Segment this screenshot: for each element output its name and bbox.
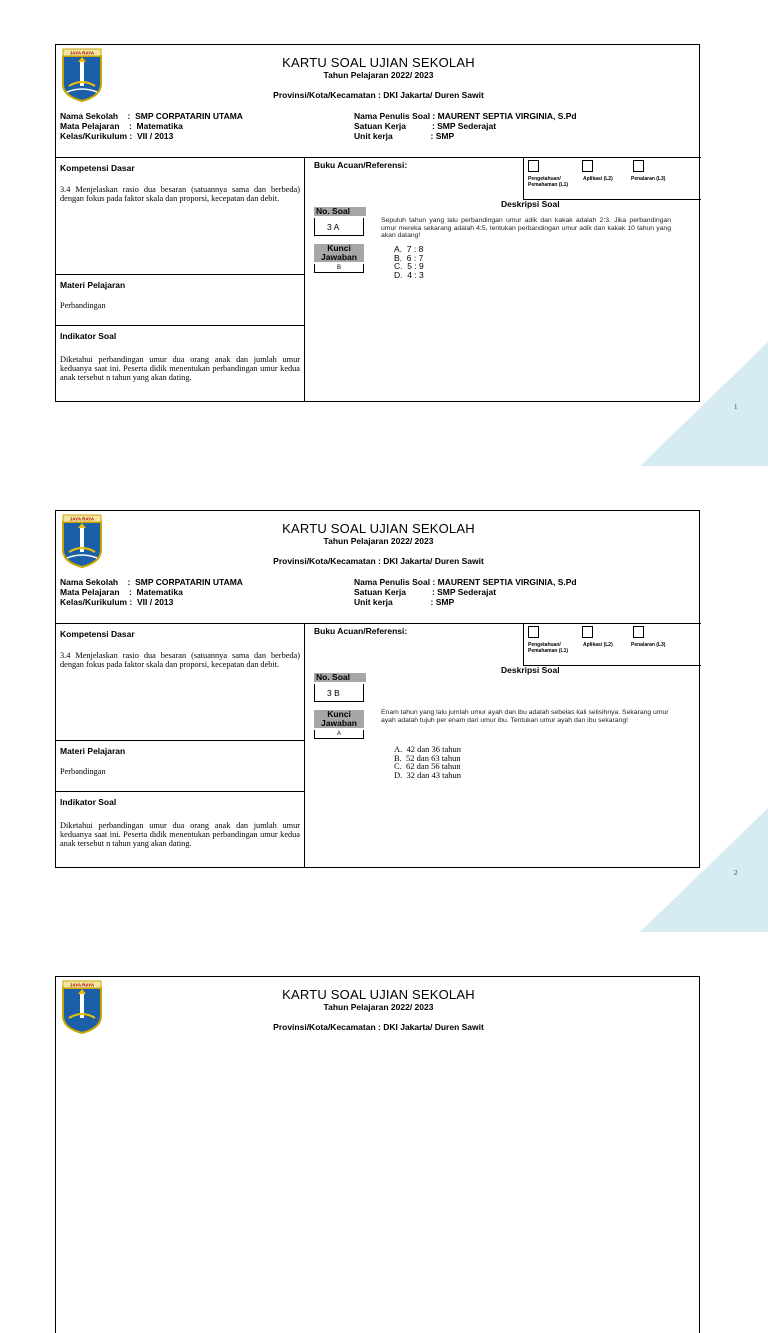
province-line: Provinsi/Kota/Kecamatan : DKI Jakarta/ Duren Sawit bbox=[273, 90, 484, 100]
level-checkbox-l1[interactable] bbox=[528, 626, 539, 638]
card-title: KARTU SOAL UJIAN SEKOLAH bbox=[282, 521, 475, 536]
level-checkbox-l3[interactable] bbox=[633, 626, 644, 638]
logo-text: JAYA RAYA bbox=[69, 50, 95, 56]
kompetensi-text: 3.4 Menjelaskan rasio dua besaran (satuannya sama dan berbeda) dengan fokus pada faktor skala dan proporsi, kecepatan dan debit. bbox=[60, 651, 300, 669]
level-divider bbox=[523, 623, 524, 665]
school-info: Nama Sekolah : SMP CORPATARIN UTAMA Mata Pelajaran : Matematika Kelas/Kurikulum : VII / 2013 bbox=[60, 577, 243, 607]
card-bottom-border bbox=[55, 867, 700, 868]
page-number: 2 bbox=[734, 869, 738, 877]
column-divider bbox=[304, 157, 305, 402]
level-divider bbox=[523, 157, 524, 199]
indikator-label: Indikator Soal bbox=[60, 797, 117, 807]
kompetensi-label: Kompetensi Dasar bbox=[60, 629, 135, 639]
province-line: Provinsi/Kota/Kecamatan : DKI Jakarta/ Duren Sawit bbox=[273, 1022, 484, 1032]
level-checkbox-l1[interactable] bbox=[528, 160, 539, 172]
buku-acuan-label: Buku Acuan/Referensi: bbox=[314, 160, 408, 170]
no-soal-value: 3 A bbox=[314, 218, 364, 236]
option-a: A. 7 : 8 bbox=[394, 244, 424, 254]
divider bbox=[56, 325, 304, 326]
no-soal-value: 3 B bbox=[314, 684, 364, 702]
deskripsi-label: Deskripsi Soal bbox=[501, 665, 560, 675]
option-c: C. 5 : 9 bbox=[394, 261, 424, 271]
card-title: KARTU SOAL UJIAN SEKOLAH bbox=[282, 55, 475, 70]
exam-card bbox=[55, 510, 700, 867]
level-checkbox-l2[interactable] bbox=[582, 160, 593, 172]
option-d: D. 32 dan 43 tahun bbox=[394, 769, 462, 780]
school-year: Tahun Pelajaran 2022/ 2023 bbox=[323, 70, 434, 80]
page-2 bbox=[0, 510, 768, 976]
level-label-l3: Penalaran (L3) bbox=[631, 642, 666, 648]
page-3 bbox=[0, 976, 768, 1032]
level-label-l2: Aplikasi (L2) bbox=[583, 642, 613, 648]
no-soal-label: No. Soal bbox=[314, 673, 366, 682]
indikator-label: Indikator Soal bbox=[60, 331, 117, 341]
school-year: Tahun Pelajaran 2022/ 2023 bbox=[323, 1002, 434, 1012]
level-label-l2: Aplikasi (L2) bbox=[583, 176, 613, 182]
logo-text: JAYA RAYA bbox=[69, 982, 95, 988]
kompetensi-text: 3.4 Menjelaskan rasio dua besaran (satuannya sama dan berbeda) dengan fokus pada faktor skala dan proporsi, kecepatan dan debit. bbox=[60, 185, 300, 203]
kunci-value: A bbox=[314, 730, 364, 739]
school-year: Tahun Pelajaran 2022/ 2023 bbox=[323, 536, 434, 546]
kunci-label: Kunci Jawaban bbox=[314, 710, 364, 728]
materi-label: Materi Pelajaran bbox=[60, 746, 126, 756]
divider bbox=[56, 740, 304, 741]
level-label-l3: Penalaran (L3) bbox=[631, 176, 666, 182]
answer-options bbox=[394, 745, 461, 779]
level-label-l1: Pengetahuan/ Pemahaman (L1) bbox=[528, 176, 569, 188]
option-d: D. 4 : 3 bbox=[394, 269, 424, 280]
level-checkbox-l3[interactable] bbox=[633, 160, 644, 172]
kompetensi-label: Kompetensi Dasar bbox=[60, 163, 135, 173]
kunci-label: Kunci Jawaban bbox=[314, 244, 364, 262]
no-soal-label: No. Soal bbox=[314, 207, 366, 216]
card-bottom-border bbox=[55, 401, 700, 402]
option-b: B. 52 dan 63 tahun bbox=[394, 752, 461, 763]
card-title: KARTU SOAL UJIAN SEKOLAH bbox=[282, 987, 475, 1002]
page-1 bbox=[0, 44, 768, 510]
question-text: Enam tahun yang lalu jumlah umur ayah dan ibu adalah sebelas kali selisihnya. Sekarang umur ayah adalah tujuh per enam dari umur ibu. Tentukan umur ayah dan ibu sekarang! bbox=[381, 709, 669, 724]
answer-options bbox=[394, 245, 424, 279]
corner-triangle-decoration bbox=[640, 808, 768, 932]
option-b: B. 6 : 7 bbox=[394, 252, 424, 263]
school-info: Nama Sekolah : SMP CORPATARIN UTAMA Mata Pelajaran : Matematika Kelas/Kurikulum : VII / 2013 bbox=[60, 111, 243, 141]
page-number: 1 bbox=[734, 403, 738, 411]
divider bbox=[56, 274, 304, 275]
kunci-value: B bbox=[314, 264, 364, 273]
option-c: C. 62 dan 56 tahun bbox=[394, 761, 461, 771]
question-text: Sepuluh tahun yang lalu perbandingan umur adik dan kakak adalah 2:3. Jika perbandingan umur mereka sekarang adalah 4:5, tentukan perbandingan umur adik dan kakak 10 tahun yang akan datang! bbox=[381, 217, 671, 239]
writer-info: Nama Penulis Soal : MAURENT SEPTIA VIRGINIA, S.Pd Satuan Kerja : SMP Sederajat Unit kerja : SMP bbox=[354, 111, 577, 141]
deskripsi-label: Deskripsi Soal bbox=[501, 199, 560, 209]
level-label-l1: Pengetahuan/ Pemahaman (L1) bbox=[528, 642, 569, 654]
divider bbox=[56, 623, 701, 624]
column-divider bbox=[304, 623, 305, 868]
exam-card bbox=[55, 44, 700, 401]
divider bbox=[56, 157, 701, 158]
materi-text: Perbandingan bbox=[60, 301, 106, 310]
corner-triangle-decoration bbox=[640, 342, 768, 466]
materi-label: Materi Pelajaran bbox=[60, 280, 126, 290]
exam-card bbox=[55, 976, 700, 1333]
option-a: A. 42 dan 36 tahun bbox=[394, 744, 462, 754]
writer-info: Nama Penulis Soal : MAURENT SEPTIA VIRGINIA, S.Pd Satuan Kerja : SMP Sederajat Unit kerja : SMP bbox=[354, 577, 577, 607]
indikator-text: Diketahui perbandingan umur dua orang anak dan jumlah umur keduanya saat ini. Peserta didik menentukan perbandingan umur kedua anak tersebut n tahun yang akan dating. bbox=[60, 821, 300, 848]
materi-text: Perbandingan bbox=[60, 767, 106, 776]
divider bbox=[56, 791, 304, 792]
level-checkbox-l2[interactable] bbox=[582, 626, 593, 638]
buku-acuan-label: Buku Acuan/Referensi: bbox=[314, 626, 408, 636]
province-line: Provinsi/Kota/Kecamatan : DKI Jakarta/ Duren Sawit bbox=[273, 556, 484, 566]
logo-text: JAYA RAYA bbox=[69, 516, 95, 522]
indikator-text: Diketahui perbandingan umur dua orang anak dan jumlah umur keduanya saat ini. Peserta didik menentukan perbandingan umur kedua anak tersebut n tahun yang akan dating. bbox=[60, 355, 300, 382]
